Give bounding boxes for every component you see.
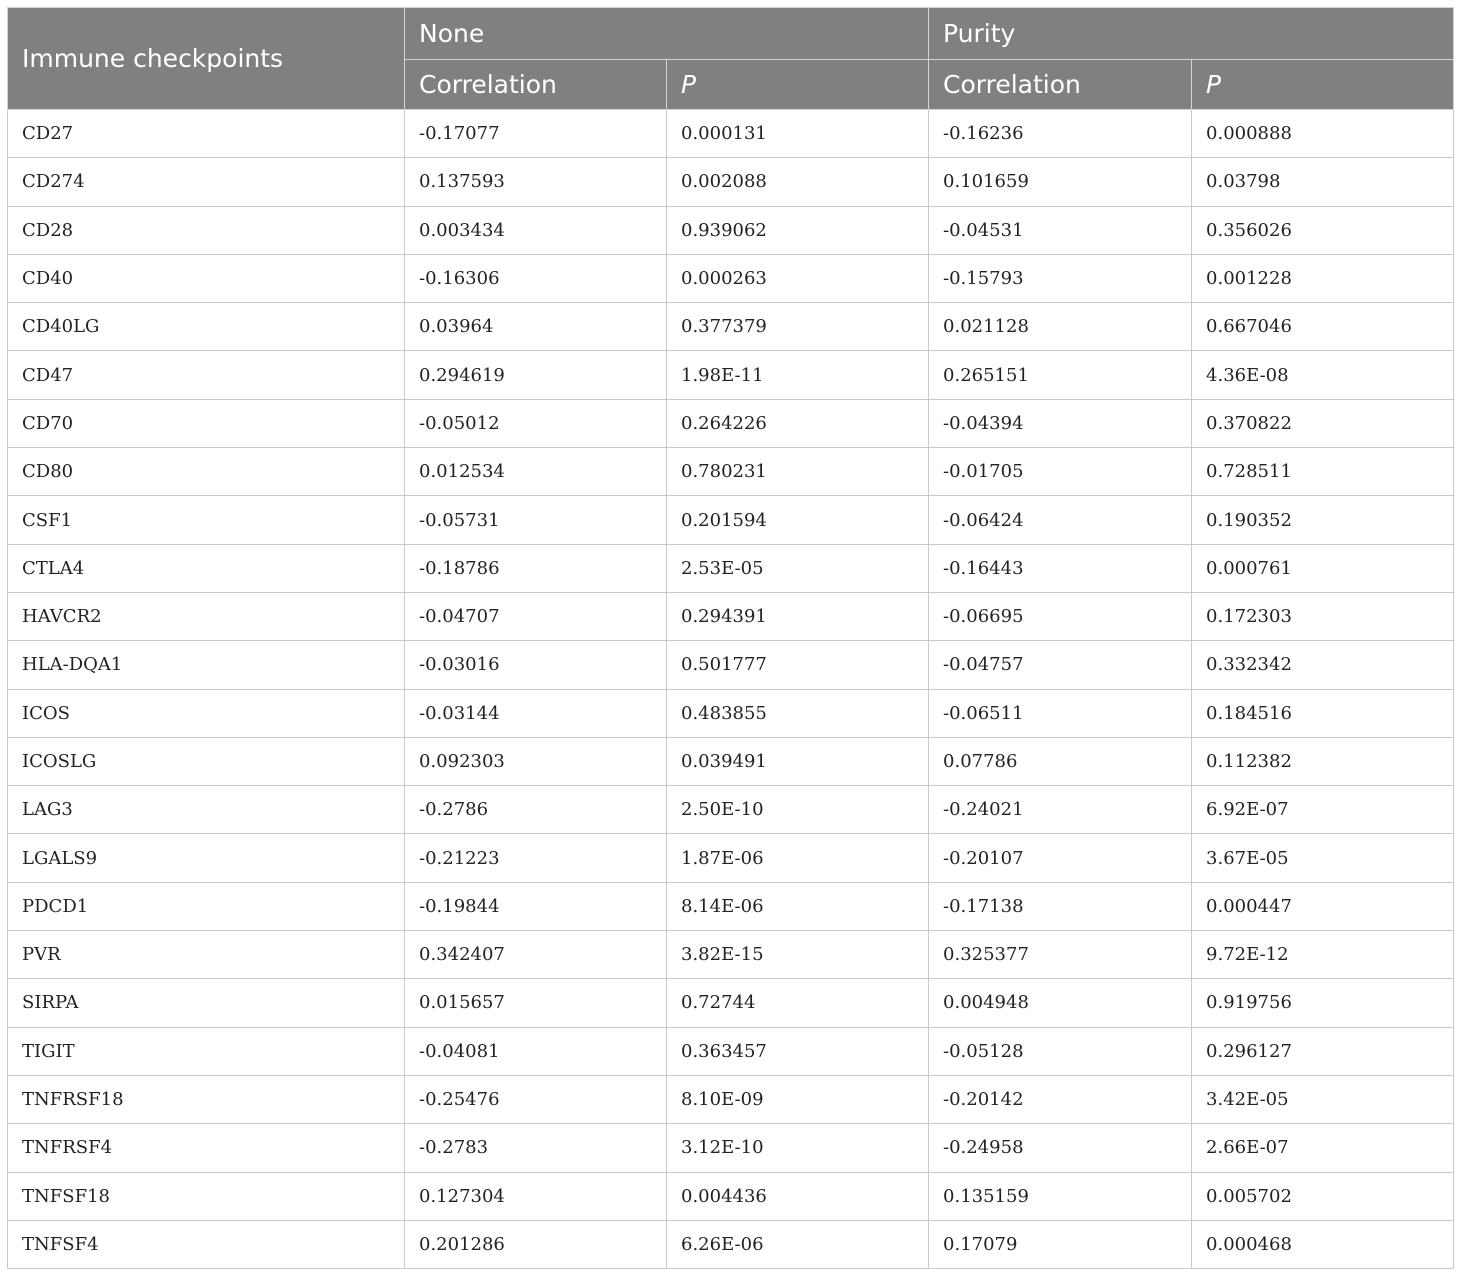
cell-none-p: 0.72744 [667, 979, 929, 1027]
table-row [8, 1220, 1454, 1268]
table-row [8, 737, 1454, 785]
cell-none-correlation: -0.05012 [405, 399, 667, 447]
cell-gene: CD28 [8, 206, 405, 254]
cell-none-p: 0.004436 [667, 1172, 929, 1220]
cell-none-correlation: -0.21223 [405, 834, 667, 882]
cell-none-correlation: 0.092303 [405, 737, 667, 785]
cell-gene: CD80 [8, 448, 405, 496]
cell-none-p: 0.002088 [667, 158, 929, 206]
cell-none-correlation: -0.18786 [405, 544, 667, 592]
cell-none-p: 3.12E-10 [667, 1124, 929, 1172]
cell-purity-correlation: -0.04394 [929, 399, 1192, 447]
header-purity-correlation: Correlation [929, 60, 1192, 110]
cell-none-p: 1.87E-06 [667, 834, 929, 882]
table-row [8, 448, 1454, 496]
cell-none-correlation: 0.201286 [405, 1220, 667, 1268]
cell-purity-correlation: -0.04757 [929, 641, 1192, 689]
cell-none-p: 0.501777 [667, 641, 929, 689]
cell-purity-p: 0.000888 [1192, 110, 1454, 158]
cell-none-correlation: 0.342407 [405, 931, 667, 979]
cell-none-correlation: -0.04707 [405, 592, 667, 640]
cell-gene: TNFSF18 [8, 1172, 405, 1220]
cell-none-p: 8.10E-09 [667, 1075, 929, 1123]
cell-purity-p: 0.001228 [1192, 254, 1454, 302]
cell-purity-p: 4.36E-08 [1192, 351, 1454, 399]
table-row [8, 206, 1454, 254]
cell-none-p: 3.82E-15 [667, 931, 929, 979]
cell-none-correlation: -0.17077 [405, 110, 667, 158]
cell-purity-p: 0.184516 [1192, 689, 1454, 737]
table-row [8, 641, 1454, 689]
cell-purity-p: 0.728511 [1192, 448, 1454, 496]
cell-gene: HAVCR2 [8, 592, 405, 640]
cell-purity-correlation: -0.20107 [929, 834, 1192, 882]
cell-purity-correlation: -0.24958 [929, 1124, 1192, 1172]
cell-purity-correlation: -0.01705 [929, 448, 1192, 496]
cell-gene: CTLA4 [8, 544, 405, 592]
cell-none-correlation: 0.137593 [405, 158, 667, 206]
cell-purity-correlation: -0.06511 [929, 689, 1192, 737]
cell-gene: TNFRSF18 [8, 1075, 405, 1123]
cell-gene: PVR [8, 931, 405, 979]
table-row [8, 1124, 1454, 1172]
cell-gene: CD274 [8, 158, 405, 206]
cell-purity-p: 6.92E-07 [1192, 786, 1454, 834]
table-row [8, 399, 1454, 447]
table-row [8, 1027, 1454, 1075]
cell-gene: SIRPA [8, 979, 405, 1027]
cell-none-p: 0.264226 [667, 399, 929, 447]
cell-purity-p: 0.112382 [1192, 737, 1454, 785]
cell-none-correlation: -0.16306 [405, 254, 667, 302]
cell-purity-p: 0.919756 [1192, 979, 1454, 1027]
cell-gene: CD40LG [8, 303, 405, 351]
cell-purity-correlation: 0.325377 [929, 931, 1192, 979]
table-row [8, 1075, 1454, 1123]
cell-purity-p: 0.172303 [1192, 592, 1454, 640]
cell-purity-p: 0.332342 [1192, 641, 1454, 689]
cell-none-p: 0.039491 [667, 737, 929, 785]
cell-purity-correlation: -0.06695 [929, 592, 1192, 640]
header-immune-checkpoints: Immune checkpoints [8, 8, 405, 110]
cell-none-correlation: -0.19844 [405, 882, 667, 930]
header-purity-p: P [1192, 60, 1454, 110]
cell-none-correlation: -0.03016 [405, 641, 667, 689]
cell-purity-p: 0.005702 [1192, 1172, 1454, 1220]
cell-none-p: 0.483855 [667, 689, 929, 737]
cell-purity-correlation: 0.265151 [929, 351, 1192, 399]
table-header [8, 8, 1454, 110]
cell-purity-correlation: 0.07786 [929, 737, 1192, 785]
table-row [8, 303, 1454, 351]
cell-gene: LGALS9 [8, 834, 405, 882]
cell-none-correlation: -0.03144 [405, 689, 667, 737]
header-none-p: P [667, 60, 929, 110]
cell-purity-correlation: 0.021128 [929, 303, 1192, 351]
cell-none-correlation: 0.003434 [405, 206, 667, 254]
cell-purity-p: 0.190352 [1192, 496, 1454, 544]
cell-purity-correlation: 0.004948 [929, 979, 1192, 1027]
table-body [8, 110, 1454, 1269]
cell-purity-p: 0.000447 [1192, 882, 1454, 930]
table-row [8, 786, 1454, 834]
cell-purity-correlation: -0.20142 [929, 1075, 1192, 1123]
cell-none-p: 0.294391 [667, 592, 929, 640]
cell-purity-p: 0.667046 [1192, 303, 1454, 351]
cell-none-correlation: -0.04081 [405, 1027, 667, 1075]
table-row [8, 834, 1454, 882]
cell-purity-correlation: -0.05128 [929, 1027, 1192, 1075]
header-group-none: None [405, 8, 929, 60]
cell-none-correlation: 0.127304 [405, 1172, 667, 1220]
cell-gene: TNFRSF4 [8, 1124, 405, 1172]
cell-purity-p: 2.66E-07 [1192, 1124, 1454, 1172]
cell-none-p: 2.50E-10 [667, 786, 929, 834]
cell-none-p: 0.939062 [667, 206, 929, 254]
cell-none-correlation: 0.03964 [405, 303, 667, 351]
table-row [8, 882, 1454, 930]
cell-purity-correlation: -0.24021 [929, 786, 1192, 834]
cell-none-correlation: 0.012534 [405, 448, 667, 496]
cell-purity-correlation: -0.15793 [929, 254, 1192, 302]
cell-gene: ICOS [8, 689, 405, 737]
cell-none-correlation: 0.015657 [405, 979, 667, 1027]
cell-none-correlation: 0.294619 [405, 351, 667, 399]
cell-none-p: 0.780231 [667, 448, 929, 496]
cell-none-correlation: -0.2786 [405, 786, 667, 834]
cell-purity-correlation: -0.17138 [929, 882, 1192, 930]
cell-gene: PDCD1 [8, 882, 405, 930]
table-row [8, 1172, 1454, 1220]
cell-none-correlation: -0.05731 [405, 496, 667, 544]
cell-none-p: 0.377379 [667, 303, 929, 351]
cell-none-correlation: -0.25476 [405, 1075, 667, 1123]
cell-none-p: 1.98E-11 [667, 351, 929, 399]
cell-purity-correlation: 0.135159 [929, 1172, 1192, 1220]
cell-gene: CD27 [8, 110, 405, 158]
table-container [7, 7, 1453, 1269]
header-none-correlation: Correlation [405, 60, 667, 110]
table-row [8, 592, 1454, 640]
cell-gene: CD40 [8, 254, 405, 302]
cell-gene: TNFSF4 [8, 1220, 405, 1268]
cell-none-correlation: -0.2783 [405, 1124, 667, 1172]
cell-gene: CSF1 [8, 496, 405, 544]
cell-purity-correlation: -0.04531 [929, 206, 1192, 254]
table-row [8, 931, 1454, 979]
cell-gene: HLA-DQA1 [8, 641, 405, 689]
cell-purity-p: 0.000761 [1192, 544, 1454, 592]
cell-purity-correlation: -0.06424 [929, 496, 1192, 544]
cell-purity-correlation: -0.16236 [929, 110, 1192, 158]
cell-purity-p: 0.03798 [1192, 158, 1454, 206]
immune-checkpoint-table [7, 7, 1454, 1269]
cell-gene: CD47 [8, 351, 405, 399]
cell-purity-p: 3.67E-05 [1192, 834, 1454, 882]
cell-none-p: 6.26E-06 [667, 1220, 929, 1268]
cell-gene: TIGIT [8, 1027, 405, 1075]
cell-purity-p: 0.356026 [1192, 206, 1454, 254]
table-row [8, 254, 1454, 302]
cell-gene: CD70 [8, 399, 405, 447]
table-row [8, 110, 1454, 158]
cell-gene: LAG3 [8, 786, 405, 834]
table-row [8, 979, 1454, 1027]
cell-none-p: 0.000263 [667, 254, 929, 302]
cell-purity-p: 0.370822 [1192, 399, 1454, 447]
cell-none-p: 0.201594 [667, 496, 929, 544]
header-group-purity: Purity [929, 8, 1454, 60]
cell-purity-correlation: -0.16443 [929, 544, 1192, 592]
cell-none-p: 0.363457 [667, 1027, 929, 1075]
cell-none-p: 2.53E-05 [667, 544, 929, 592]
table-row [8, 496, 1454, 544]
cell-purity-p: 3.42E-05 [1192, 1075, 1454, 1123]
cell-purity-p: 0.296127 [1192, 1027, 1454, 1075]
header-row-groups [8, 8, 1454, 60]
cell-purity-p: 9.72E-12 [1192, 931, 1454, 979]
cell-gene: ICOSLG [8, 737, 405, 785]
table-row [8, 351, 1454, 399]
cell-purity-p: 0.000468 [1192, 1220, 1454, 1268]
cell-none-p: 0.000131 [667, 110, 929, 158]
cell-none-p: 8.14E-06 [667, 882, 929, 930]
table-row [8, 158, 1454, 206]
table-row [8, 544, 1454, 592]
cell-purity-correlation: 0.17079 [929, 1220, 1192, 1268]
cell-purity-correlation: 0.101659 [929, 158, 1192, 206]
table-row [8, 689, 1454, 737]
